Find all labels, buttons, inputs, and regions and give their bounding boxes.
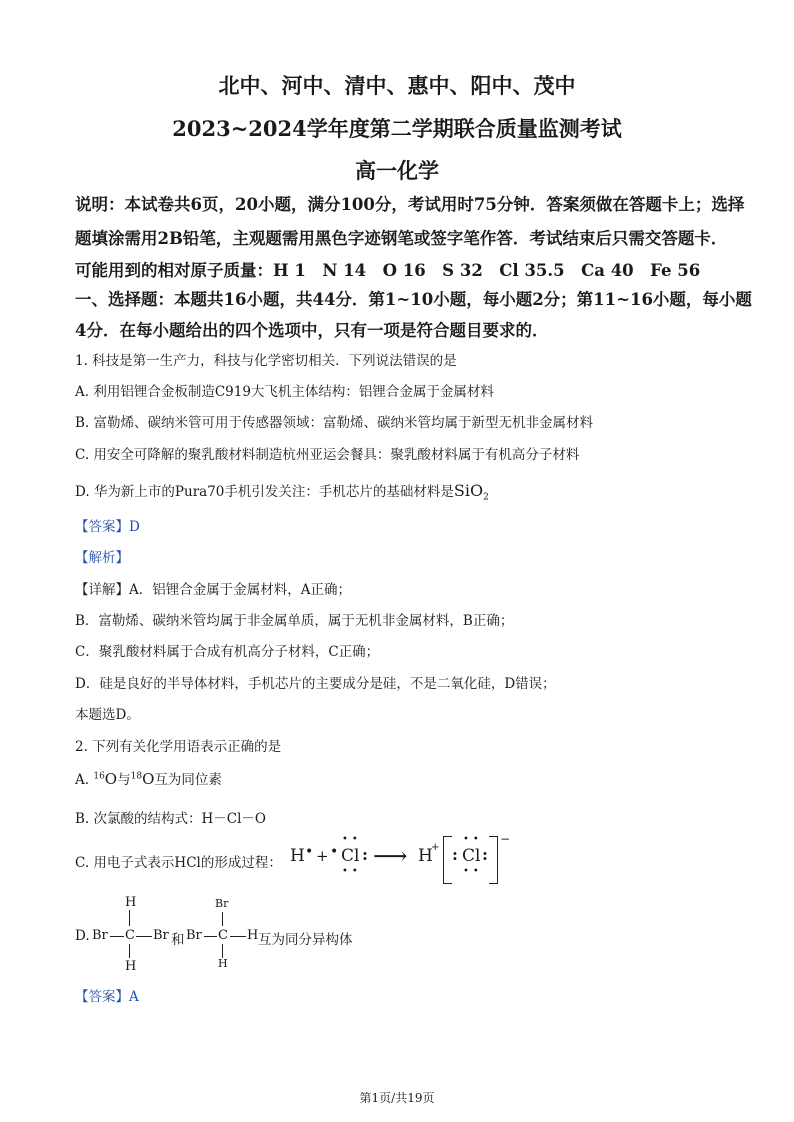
q2-option-a-sup1: 16 [93,771,105,782]
q2-c-right-bracket [489,836,498,884]
exam-title: 2023~2024学年度第二学期联合质量监测考试 [172,116,622,141]
q1-option-d-formula: SiO [453,481,484,500]
q2-c-cl2-left-dots: : [452,845,458,864]
q2-d-s2-right-bond [230,936,246,937]
q1-option-c: C. 用安全可降解的聚乳酸材料制造杭州亚运会餐具：聚乳酸材料属于有机高分子材料 [75,447,580,463]
q2-c-cl-top-dots: •• [342,834,362,845]
q2-d-s1-top-h: H [125,895,137,910]
q1-option-d-text: D. 华为新上市的Pura70手机引发关注：手机芯片的基础材料是 [75,484,454,500]
q2-d-s2-bottom-bond [222,944,223,958]
q2-c-arrow: ⟶ [373,842,408,870]
q2-d-s1-left-bond [110,936,124,937]
q2-d-s2-left-br: Br [186,928,202,943]
q2-option-a [75,768,222,788]
q2-d-s1-bottom-bond [129,944,130,958]
q2-option-c-text: C. 用电子式表示HCl的形成过程： [75,855,282,871]
q1-conclusion: 本题选D。 [75,707,140,723]
q2-option-a-prefix: A. [75,772,94,788]
exam-schools-title: 北中、河中、清中、惠中、阳中、茂中 [218,73,576,98]
q2-c-cl-left-electron: • [330,844,339,860]
q2-c-chloride: Cl [462,846,481,866]
q2-d-s1-top-bond [129,910,130,926]
q2-d-s2-top-br: Br [215,897,229,910]
q2-option-a-o2: O [142,770,155,788]
q2-answer: 【答案】A [75,989,139,1005]
q1-option-b: B. 富勒烯、碳纳米管可用于传感器领域：富勒烯、碳纳米管均属于新型无机非金属材料 [75,415,594,431]
q1-analysis-label: 【解析】 [75,550,129,566]
q2-c-h-ion: H [418,846,433,866]
q2-d-s1-bottom-h: H [125,959,137,974]
q2-option-a-o1: O [104,770,118,788]
q1-option-d [75,480,489,503]
q2-c-h-plus-charge: + [431,842,440,853]
atomic-mass-line: 可能用到的相对原子质量：H 1 N 14 O 16 S 32 Cl 35.5 Ca 40 Fe 56 [75,261,701,280]
subject-title: 高一化学 [355,158,439,183]
q2-d-tail: 互为同分异构体 [258,932,353,948]
q1-explain-b: B．富勒烯、碳纳米管均属于非金属单质，属于无机非金属材料，B正确； [75,613,514,629]
q2-c-cl2-right-dots: : [482,845,488,864]
q2-d-s2-left-bond [204,936,217,937]
q2-c-plus: + [316,847,329,865]
q2-d-s2-bottom-h: H [218,957,228,970]
q2-c-h-electron: • [305,844,314,860]
q1-stem: 1. 科技是第一生产力，科技与化学密切相关．下列说法错误的是 [75,353,457,369]
q1-option-d-sub: 2 [483,492,489,503]
q2-c-cl-bottom-dots: •• [342,866,362,877]
q1-answer: 【答案】D [75,519,140,535]
q2-c-chlorine: Cl [341,846,360,866]
q2-d-and: 和 [171,932,185,948]
q2-d-s2-top-bond [222,912,223,926]
section-header-1: 一、选择题：本题共16小题，共44分．第1~10小题，每小题2分；第11~16小题，每小题 [75,290,752,309]
q2-d-s1-right-br: Br [153,928,169,943]
instructions-line-1: 说明：本试卷共6页，20小题，满分100分，考试用时75分钟．答案须做在答题卡上；选择 [75,195,745,214]
section-header-2: 4分．在每小题给出的四个选项中，只有一项是符合题目要求的． [75,321,549,340]
q2-c-cl-right-dots: : [362,845,368,864]
q2-option-a-sup2: 18 [130,771,143,782]
q1-explain-d: D．硅是良好的半导体材料，手机芯片的主要成分是硅，不是二氧化硅，D错误； [75,676,556,692]
q2-d-s2-right-h: H [247,928,259,943]
q2-d-s1-left-br: Br [92,928,108,943]
q2-option-b: B. 次氯酸的结构式：H－Cl－O [75,811,266,827]
q2-c-left-bracket [443,836,452,884]
q1-detail: 【详解】A．铝锂合金属于金属材料，A正确； [75,582,351,598]
q2-c-cl2-bottom-dots: •• [463,866,483,877]
q2-stem: 2. 下列有关化学用语表示正确的是 [75,739,282,755]
q2-c-hydrogen: H [290,846,305,866]
q2-d-s2-carbon: C [218,928,228,943]
q2-d-s1-right-bond [136,936,152,937]
page-number: 第1页/共19页 [359,1091,435,1105]
q1-option-a: A. 利用铝锂合金板制造C919大飞机主体结构：铝锂合金属于金属材料 [75,384,494,400]
instructions-line-2: 题填涂需用2B铅笔，主观题需用黑色字迹钢笔或签字笔作答．考试结束后只需交答题卡． [75,229,728,248]
q1-explain-c: C．聚乳酸材料属于合成有机高分子材料，C正确； [75,644,380,660]
q2-option-a-tail: 互为同位素 [154,772,222,788]
q2-c-minus-charge: − [500,832,511,846]
q2-d-s1-carbon: C [125,928,135,943]
q2-option-a-mid: 与 [117,772,131,788]
q2-option-d-prefix: D. [75,928,90,944]
q2-c-cl2-top-dots: •• [463,834,483,845]
